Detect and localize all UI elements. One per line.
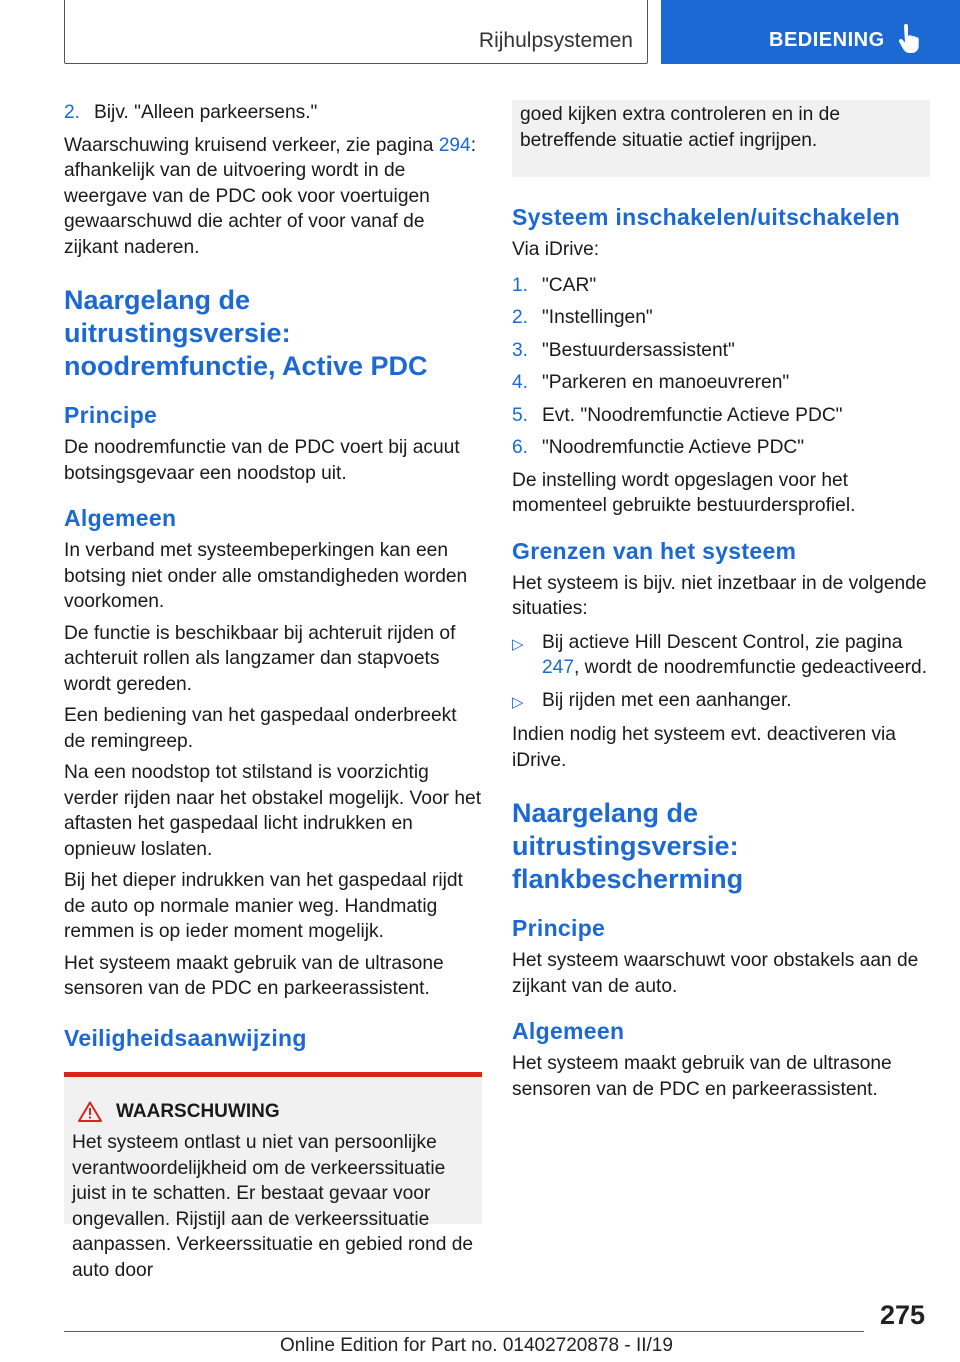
- bullet-text: Bij actieve Hill Descent Control, zie pagina: [542, 631, 903, 653]
- algemeen-paragraph: Het systeem maakt gebruik van de ultrasone sensoren van de PDC en parkeerassistent.: [64, 952, 444, 999]
- list-item: [64, 100, 482, 126]
- subheading-algemeen: Algemeen: [64, 505, 177, 531]
- step-number: 2.: [512, 307, 529, 328]
- page-link-247[interactable]: 247: [542, 657, 575, 678]
- warning-title: WAARSCHUWING: [116, 1100, 280, 1122]
- step-text: "CAR": [542, 274, 597, 296]
- subheading-grenzen: Grenzen van het systeem: [512, 537, 797, 564]
- algemeen-paragraph: Na een noodstop tot stilstand is voorzichtig verder rijden naar het obstakel mogelijk. Voor het aftasten het gaspedaal licht indrukken en opnieuw loslaten.: [64, 762, 482, 860]
- step-text: "Parkeren en manoeuvreren": [542, 372, 790, 393]
- step-item: [512, 338, 930, 364]
- cross-traffic-paragraph: [64, 133, 482, 261]
- via-text: Via iDrive:: [512, 239, 600, 260]
- principe-text: Het systeem waarschuwt voor obstakels aan de zijkant van de auto.: [512, 950, 919, 997]
- step-number: 3.: [512, 339, 529, 361]
- warning-box-continued: [512, 100, 930, 177]
- step-number: 5.: [512, 404, 529, 426]
- warning-text: Het systeem ontlast u niet van persoonlijke verantwoordelijkheid om de verkeerssituatie juist in te schatten. Er bestaat gevaar voor ongevallen. Rijstijl aan de verkeerssituatie aanpassen. Verkeerssituatie en gebied rond de auto door: [72, 1132, 474, 1281]
- step-item: [512, 273, 930, 299]
- step-item: [512, 435, 930, 461]
- algemeen-paragraph: Een bediening van het gaspedaal onderbreekt de remingreep.: [64, 705, 457, 752]
- warning-box: [64, 1072, 482, 1281]
- grenzen-text: Het systeem is bijv. niet inzetbaar in de volgende situaties:: [512, 572, 927, 619]
- section-title: BEDIENING: [769, 29, 885, 51]
- bullet-text: , wordt de noodremfunctie gedeactiveerd.: [574, 657, 928, 678]
- list-text: [542, 630, 930, 681]
- list-item: [512, 688, 930, 716]
- subheading-inschakelen: Systeem inschakelen/uitschakelen: [512, 204, 901, 230]
- step-number: 6.: [512, 437, 529, 458]
- triangle-bullet-icon: ▷: [512, 693, 524, 711]
- algemeen-paragraph: De functie is beschikbaar bij achteruit rijden of achteruit rollen als langzamer dan stapvoets wordt gereden.: [64, 622, 456, 695]
- warning-triangle-icon: [78, 1101, 102, 1122]
- subheading-veiligheid: Veiligheidsaanwijzing: [64, 1024, 307, 1051]
- header-chapter-box: [64, 0, 648, 64]
- page-number: 275: [880, 1300, 926, 1330]
- principe-text: De noodremfunctie van de PDC voert bij acuut botsingsgevaar een noodstop uit.: [64, 437, 460, 484]
- step-number: 4.: [512, 372, 529, 393]
- paragraph-text: Waarschuwing kruisend verkeer, zie pagina: [64, 134, 439, 156]
- chapter-title: Rijhulpsystemen: [478, 29, 633, 52]
- list-text: Bijv. "Alleen parkeersens.": [94, 102, 318, 123]
- paragraph-text: : afhankelijk van de uitvoering wordt in de weergave van de PDC ook voor voertuigen gewaarschuwd die achter of voor vanaf de zijkant naderen.: [64, 134, 477, 258]
- hand-pointer-icon: [897, 24, 921, 54]
- steps-list: [512, 273, 930, 461]
- list-number: 2.: [64, 102, 81, 123]
- step-number: 1.: [512, 274, 529, 296]
- triangle-bullet-icon: ▷: [512, 635, 524, 653]
- list-item: [512, 630, 930, 681]
- warning-continued-text: goed kijken extra controleren en in de betreffende situatie actief ingrijpen.: [520, 104, 840, 151]
- step-item: [512, 403, 930, 429]
- step-text: "Noodremfunctie Actieve PDC": [542, 437, 805, 458]
- deactivate-text: Indien nodig het systeem evt. deactiveren via iDrive.: [512, 724, 896, 771]
- step-item: [512, 305, 930, 331]
- saved-setting-text: De instelling wordt opgeslagen voor het momenteel gebruikte bestuurdersprofiel.: [512, 469, 856, 516]
- section-heading: Naargelang de uitrustingsversie: flankbescherming: [512, 798, 744, 894]
- step-text: "Instellingen": [542, 307, 653, 328]
- page-link-294[interactable]: 294: [438, 134, 471, 156]
- step-item: [512, 370, 930, 396]
- step-text: Evt. "Noodremfunctie Actieve PDC": [542, 404, 843, 426]
- subheading-algemeen: Algemeen: [512, 1018, 625, 1044]
- limits-list: [512, 630, 930, 716]
- numbered-list: [64, 100, 482, 126]
- left-column: [64, 100, 482, 1281]
- step-text: "Bestuurdersassistent": [542, 339, 735, 361]
- footer-divider: [64, 1331, 864, 1332]
- algemeen-paragraph: Bij het dieper indrukken van het gaspedaal rijdt de auto op normale manier weg. Handmatig remmen is op ieder moment mogelijk.: [64, 870, 463, 942]
- section-heading: Naargelang de uitrustingsversie: noodremfunctie, Active PDC: [64, 285, 428, 381]
- subheading-principe: Principe: [64, 402, 158, 428]
- algemeen-paragraph: In verband met systeembeperkingen kan een botsing niet onder alle omstandigheden worden voorkomen.: [64, 540, 468, 612]
- warning-title-row: [72, 1099, 474, 1125]
- header-section-tab[interactable]: [661, 0, 960, 64]
- list-text: Bij rijden met een aanhanger.: [542, 689, 792, 711]
- subheading-principe: Principe: [512, 915, 606, 941]
- right-column: [512, 100, 930, 1108]
- algemeen-text: Het systeem maakt gebruik van de ultrasone sensoren van de PDC en parkeerassistent.: [512, 1053, 892, 1100]
- footer-edition: Online Edition for Part no. 01402720878 - II/19: [280, 1335, 673, 1356]
